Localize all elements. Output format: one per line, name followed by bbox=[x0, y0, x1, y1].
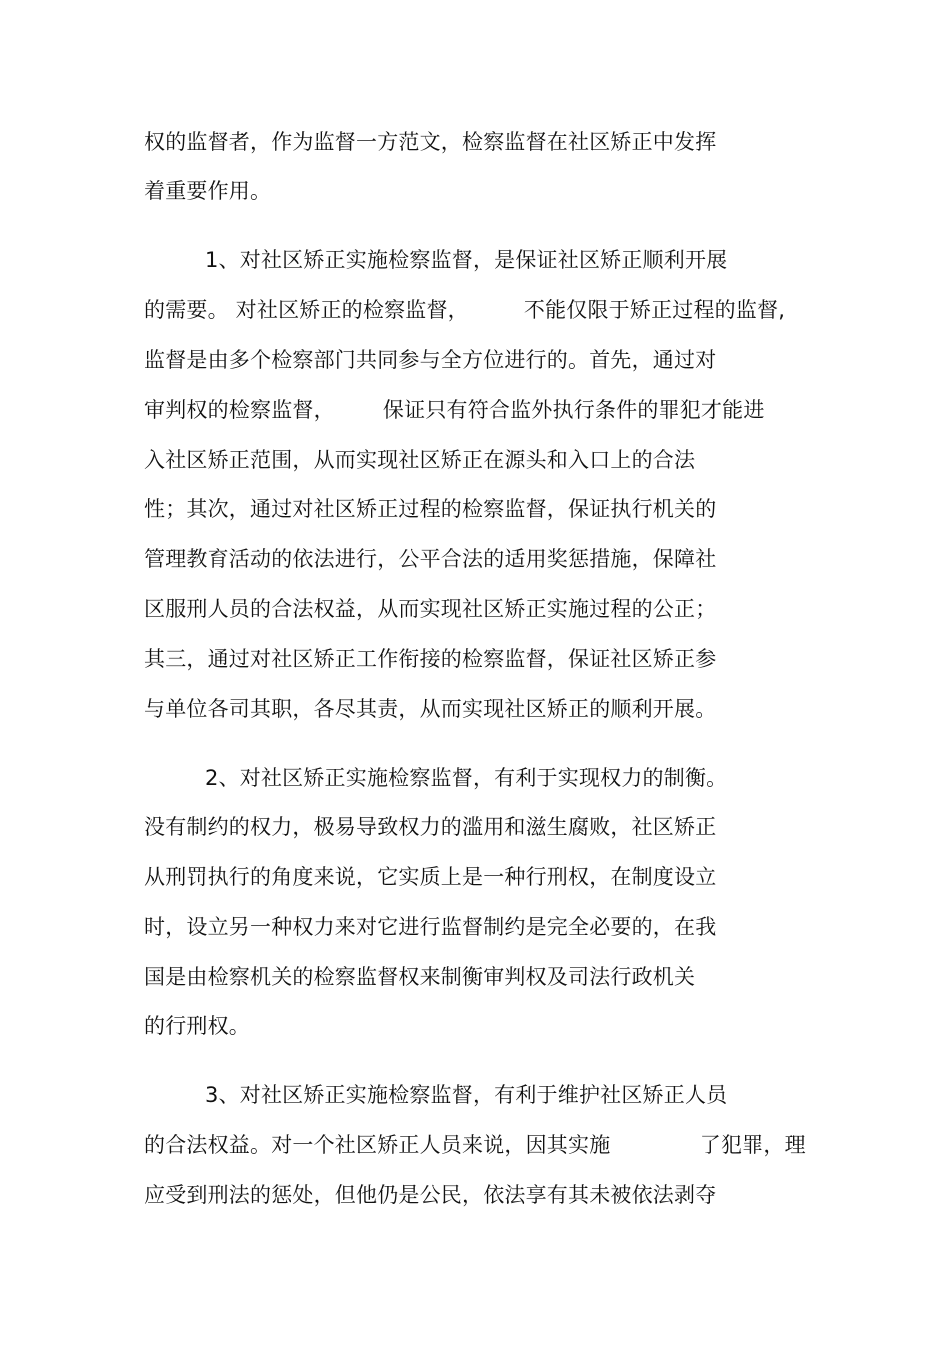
text-line: 应受到刑法的惩处，但他仍是公民，依法享有其未被依法剥夺 bbox=[144, 1183, 717, 1207]
text-line: 审判权的检察监督， 保证只有符合监外执行条件的罪犯才能进 bbox=[144, 398, 765, 422]
text-line: 监督是由多个检察部门共同参与全方位进行的。首先，通过对 bbox=[144, 348, 717, 372]
paragraph-heading: 2、对社区矫正实施检察监督，有利于实现权力的制衡。 bbox=[205, 766, 728, 790]
text-line: 国是由检察机关的检察监督权来制衡审判权及司法行政机关 bbox=[144, 965, 696, 989]
paragraph-heading: 1、对社区矫正实施检察监督，是保证社区矫正顺利开展 bbox=[205, 248, 728, 272]
text-line: 性；其次，通过对社区矫正过程的检察监督，保证执行机关的 bbox=[144, 497, 717, 521]
text-line: 入社区矫正范围，从而实现社区矫正在源头和入口上的合法 bbox=[144, 448, 696, 472]
text-line: 与单位各司其职，各尽其责，从而实现社区矫正的顺利开展。 bbox=[144, 697, 717, 721]
text-line: 没有制约的权力，极易导致权力的滥用和滋生腐败，社区矫正 bbox=[144, 815, 717, 839]
text-line: 其三，通过对社区矫正工作衔接的检察监督，保证社区矫正参 bbox=[144, 647, 717, 671]
text-line: 区服刑人员的合法权益，从而实现社区矫正实施过程的公正； bbox=[144, 597, 717, 621]
text-line: 管理教育活动的依法进行，公平合法的适用奖惩措施，保障社 bbox=[144, 547, 717, 571]
text-line: 着重要作用。 bbox=[144, 179, 272, 203]
text-line: 的合法权益。对一个社区矫正人员来说，因其实施 了犯罪，理 bbox=[144, 1133, 806, 1157]
text-line: 的行刑权。 bbox=[144, 1014, 250, 1038]
text-line: 从刑罚执行的角度来说，它实质上是一种行刑权，在制度设立 bbox=[144, 865, 717, 889]
text-line: 权的监督者，作为监督一方范文，检察监督在社区矫正中发挥 bbox=[144, 130, 717, 154]
paragraph-heading: 3、对社区矫正实施检察监督，有利于维护社区矫正人员 bbox=[205, 1083, 728, 1107]
text-line: 的需要。 对社区矫正的检察监督， 不能仅限于矫正过程的监督, bbox=[144, 298, 786, 322]
text-line: 时，设立另一种权力来对它进行监督制约是完全必要的，在我 bbox=[144, 915, 717, 939]
